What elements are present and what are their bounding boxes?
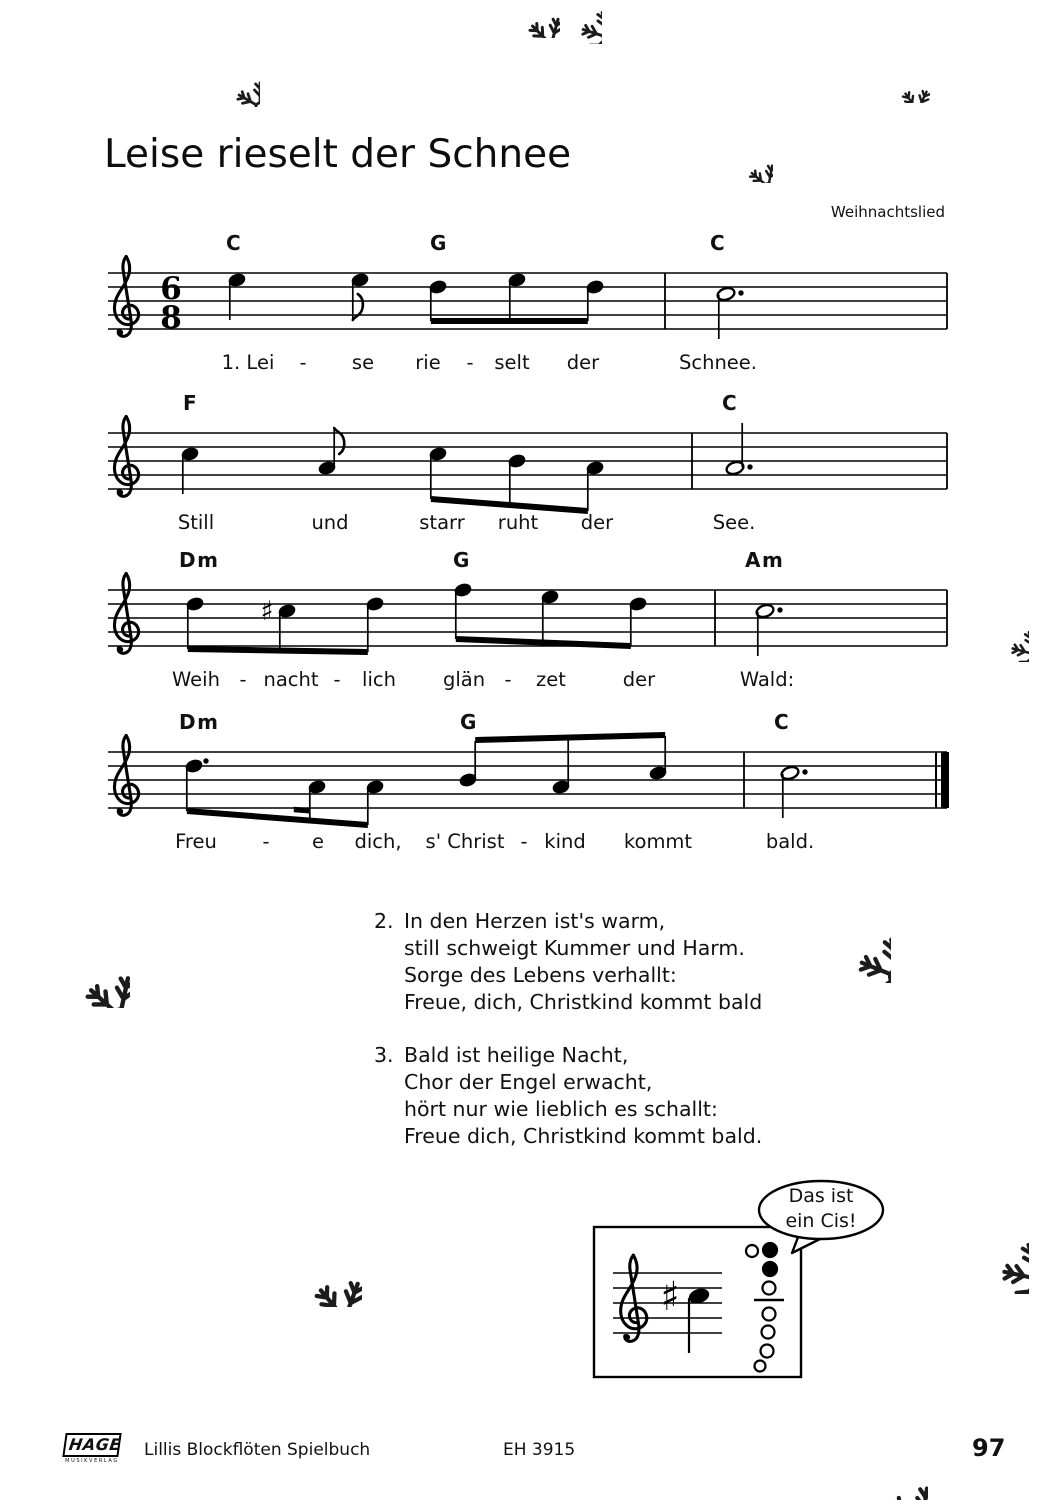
- lyric-syllable: lich: [362, 668, 396, 691]
- snowflake-icon: [236, 83, 283, 131]
- verses-block: [374, 908, 762, 1176]
- lyric-syllable: -: [239, 668, 247, 691]
- note-E5: [351, 272, 370, 320]
- bubble-line-1: Das ist: [788, 1185, 854, 1207]
- treble-clef-icon: [114, 736, 138, 816]
- note-E5: [541, 589, 560, 642]
- hole-open-icon: [755, 1361, 766, 1372]
- hole-open-icon: [763, 1308, 776, 1321]
- speech-bubble-text: [757, 1184, 885, 1234]
- snowflake-icon: [578, 7, 638, 67]
- note-A4: [586, 460, 605, 511]
- verse: [374, 1042, 762, 1150]
- chord-label: G: [460, 710, 478, 734]
- lyric-syllable: Wald:: [739, 668, 795, 691]
- cis-info-box: [594, 1227, 801, 1377]
- lyric-syllable: kommt: [623, 830, 693, 853]
- publisher-logo: [64, 1433, 123, 1464]
- snowflake-icon: [890, 83, 945, 139]
- lyric-syllable: glän: [442, 668, 486, 691]
- note-C5: [429, 446, 448, 499]
- hole-closed-icon: [763, 1243, 777, 1257]
- lyric-syllable: ruht: [497, 511, 539, 534]
- note-B4: [459, 741, 478, 788]
- lyric-syllable: dich,: [354, 830, 402, 853]
- chord-label: G: [453, 548, 471, 572]
- chord-label: C: [722, 391, 739, 415]
- snowflake-icon: [855, 935, 938, 1019]
- svg-text:6: 6: [160, 271, 182, 307]
- verse-line: Freue dich, Christkind kommt bald.: [404, 1124, 763, 1148]
- hole-open-icon: [746, 1245, 758, 1257]
- song-genre-label: Weihnachtslied: [830, 203, 945, 221]
- lyric-syllable: s' Christ: [425, 830, 505, 853]
- verse-line: still schweigt Kummer und Harm.: [404, 936, 745, 960]
- lyric-syllable: nacht: [263, 668, 319, 691]
- note-C5: [181, 446, 200, 494]
- lyric-syllable: bald.: [765, 830, 815, 853]
- snowflake-icon: [1007, 626, 1060, 682]
- lyric-syllable: Freu: [175, 830, 217, 853]
- sharp-icon: ♯: [660, 1274, 680, 1320]
- lyric-syllable: Still: [177, 511, 215, 534]
- book-title: Lillis Blockflöten Spielbuch: [144, 1440, 371, 1460]
- note-A4: [318, 428, 345, 476]
- treble-clef-icon: [114, 257, 138, 337]
- lyric-syllable: 1. Lei: [221, 351, 275, 374]
- snowflake-icon: [995, 1234, 1060, 1324]
- lyric-syllable: -: [299, 351, 307, 374]
- lyric-syllable: Schnee.: [678, 351, 758, 374]
- note-C5: [716, 286, 744, 339]
- hole-open-icon: [762, 1326, 775, 1339]
- lyric-syllable: selt: [494, 351, 530, 374]
- hole-closed-icon: [763, 1262, 777, 1276]
- chord-label: F: [183, 391, 199, 415]
- hole-open-icon: [763, 1282, 776, 1295]
- hage-logo-subtext: MUSIKVERLAG: [65, 1458, 119, 1464]
- page-number: 97: [972, 1434, 1006, 1462]
- lyric-syllable: der: [622, 668, 656, 691]
- lyric-syllable: -: [504, 668, 512, 691]
- verse-line: Bald ist heilige Nacht,: [404, 1043, 629, 1067]
- chord-label: C: [226, 231, 243, 255]
- chord-label: C: [774, 710, 791, 734]
- verse-number: 2.: [374, 909, 394, 933]
- note-D5: [629, 596, 648, 646]
- verse: [374, 908, 762, 1016]
- chord-label: Dm: [179, 710, 220, 734]
- hole-open-icon: [761, 1345, 774, 1358]
- lyric-syllable: -: [520, 830, 528, 853]
- treble-clef-icon: [114, 417, 138, 497]
- lyric-syllable: kind: [544, 830, 586, 853]
- hage-logo-frame: [62, 1433, 121, 1457]
- lyric-syllable: und: [311, 511, 349, 534]
- lyric-syllable: See.: [712, 511, 756, 534]
- lyric-syllable: der: [580, 511, 614, 534]
- note-C5: [780, 765, 808, 818]
- staff-system-4: [108, 732, 949, 828]
- snowflake-icon: [882, 1484, 962, 1500]
- lyric-syllable: starr: [419, 511, 465, 534]
- note-E5: [228, 272, 247, 320]
- snowflake-icon: [75, 970, 165, 1062]
- lyric-syllable: zet: [536, 668, 566, 691]
- page-title: Leise rieselt der Schnee: [104, 132, 572, 177]
- verse-lines: [404, 908, 762, 1016]
- lyric-syllable: -: [333, 668, 341, 691]
- verse-line: In den Herzen ist's warm,: [404, 909, 666, 933]
- treble-clef-icon: [114, 574, 138, 654]
- verse-number: 3.: [374, 1043, 394, 1067]
- catalog-number: EH 3915: [503, 1440, 576, 1460]
- note-D5: [186, 596, 205, 649]
- lyric-syllable: -: [262, 830, 270, 853]
- verse-line: Sorge des Lebens verhallt:: [404, 963, 677, 987]
- lyric-syllable: se: [351, 351, 375, 374]
- bubble-line-2: ein Cis!: [785, 1210, 857, 1232]
- verse-line: Freue, dich, Christkind kommt bald: [404, 990, 763, 1014]
- note-D5: [366, 596, 385, 652]
- chord-label: C: [710, 231, 727, 255]
- note-E5: [508, 272, 527, 321]
- staff-system-2: [108, 423, 947, 514]
- chord-label: G: [430, 231, 448, 255]
- lyric-syllable: der: [566, 351, 600, 374]
- snowflake-icon: [744, 162, 793, 212]
- note-A4: [308, 779, 327, 820]
- verse-line: hört nur wie lieblich es schallt:: [404, 1097, 718, 1121]
- verse-line: Chor der Engel erwacht,: [404, 1070, 653, 1094]
- note-C5: [755, 603, 783, 656]
- note-F5: [454, 582, 473, 639]
- svg-text:8: 8: [160, 300, 182, 336]
- hage-logo-text: HAGE: [67, 1435, 123, 1454]
- snowflake-icon: [519, 13, 583, 77]
- lyric-syllable: Weih: [172, 668, 220, 691]
- note-B4: [508, 453, 527, 505]
- sharp-icon: ♯: [260, 596, 274, 627]
- staff-system-3: [108, 582, 947, 656]
- snowflake-icon: [298, 1271, 392, 1366]
- verse-lines: [404, 1042, 762, 1150]
- chord-label: Am: [745, 548, 785, 572]
- chord-label: Dm: [179, 548, 220, 572]
- note-A4: [366, 779, 385, 825]
- lyric-syllable: -: [466, 351, 474, 374]
- lyric-syllable: rie: [415, 351, 441, 374]
- staff-system-1: [108, 271, 947, 339]
- note-A4: [725, 423, 753, 476]
- lyric-syllable: e: [312, 830, 324, 853]
- note-C5: [649, 736, 668, 781]
